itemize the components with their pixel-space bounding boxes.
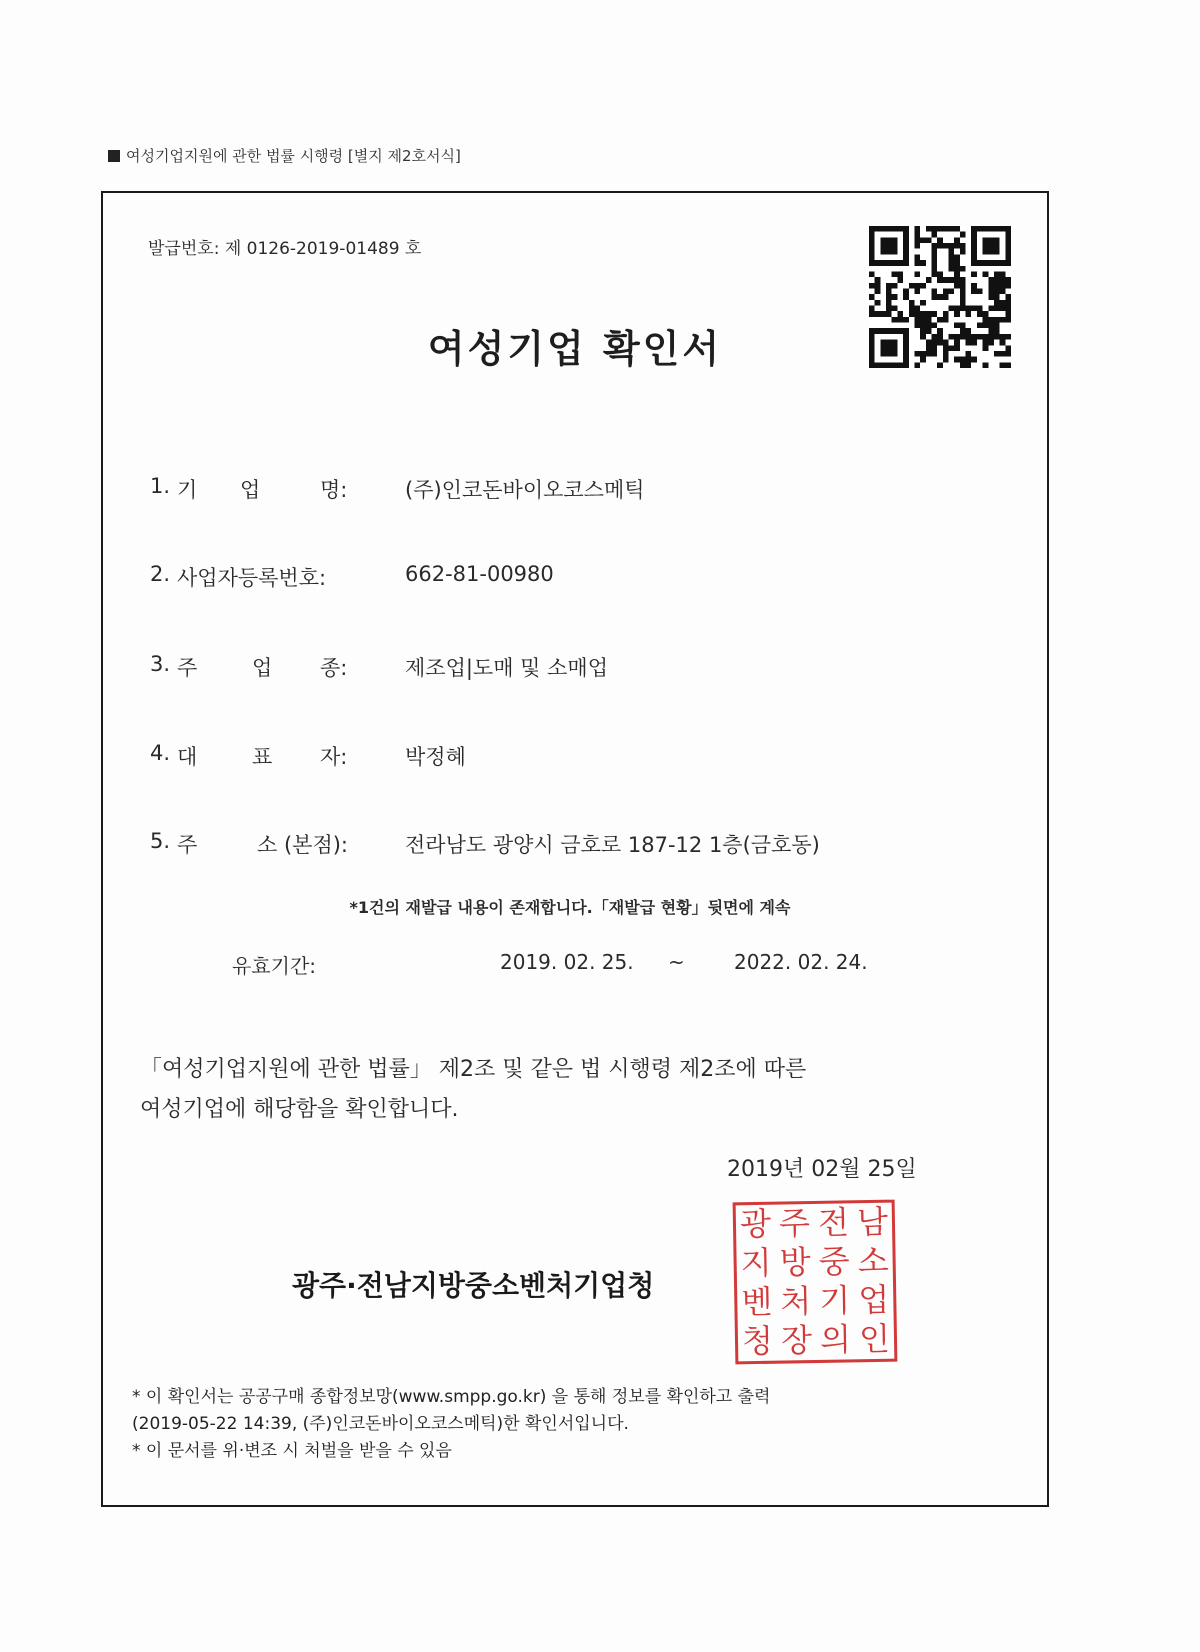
reissue-note: *1건의 재발급 내용이 존재합니다.「재발급 현황」뒷면에 계속 bbox=[349, 898, 791, 917]
footnote-line: (2019-05-22 14:39, (주)인코돈바이오코스메틱)한 확인서입니다. bbox=[132, 1414, 629, 1434]
seal-character: 기 bbox=[819, 1281, 851, 1320]
field-number: 5. bbox=[150, 829, 171, 853]
seal-character: 중 bbox=[818, 1242, 850, 1281]
footnote-line: * 이 확인서는 공공구매 종합정보망(www.smpp.go.kr) 을 통해 정보를 확인하고 출력 bbox=[132, 1387, 771, 1407]
seal-character: 인 bbox=[858, 1319, 891, 1359]
square-bullet-icon bbox=[108, 150, 120, 162]
field-label: 자: bbox=[320, 745, 348, 769]
seal-character: 처 bbox=[780, 1282, 812, 1321]
validity-to: 2022. 02. 24. bbox=[734, 950, 868, 974]
validity-separator: ~ bbox=[668, 950, 685, 974]
seal-character: 의 bbox=[819, 1320, 852, 1359]
field-number: 4. bbox=[150, 741, 171, 765]
seal-character: 청 bbox=[741, 1321, 774, 1361]
validity-label: 유효기간: bbox=[232, 954, 317, 978]
form-reference bbox=[108, 145, 461, 166]
validity-from: 2019. 02. 25. bbox=[500, 950, 634, 974]
field-label: 소 (본점): bbox=[257, 833, 348, 857]
document-title: 여성기업 확인서 bbox=[427, 327, 723, 371]
form-reference-text: 여성기업지원에 관한 법률 시행령 [별지 제2호서식] bbox=[126, 147, 461, 165]
seal-character: 전 bbox=[817, 1203, 850, 1242]
seal-character: 광 bbox=[739, 1204, 772, 1244]
statement-line: 여성기업에 해당함을 확인합니다. bbox=[140, 1097, 459, 1122]
issue-number: 발급번호: 제 0126-2019-01489 호 bbox=[148, 239, 422, 259]
field-value: 박정혜 bbox=[405, 745, 466, 769]
statement-line: 「여성기업지원에 관한 법률」 제2조 및 같은 법 시행령 제2조에 따른 bbox=[140, 1057, 807, 1082]
field-value: 제조업|도매 및 소매업 bbox=[405, 656, 608, 680]
field-value: (주)인코돈바이오코스메틱 bbox=[405, 478, 645, 502]
issuer-name: 광주·전남지방중소벤처기업청 bbox=[292, 1269, 655, 1302]
seal-character: 지 bbox=[740, 1243, 772, 1283]
field-label: 주 bbox=[177, 656, 198, 680]
field-label: 기 bbox=[177, 478, 198, 502]
validity-period bbox=[0, 950, 1150, 980]
seal-character: 장 bbox=[780, 1321, 813, 1360]
field-label: 업 bbox=[240, 478, 261, 502]
field-number: 2. bbox=[150, 562, 171, 586]
field-label: 주 bbox=[177, 833, 198, 857]
official-seal-stamp bbox=[733, 1200, 898, 1365]
field-label: 사업자등록번호: bbox=[177, 566, 327, 590]
field-value: 662-81-00980 bbox=[405, 562, 554, 586]
field-label: 종: bbox=[320, 656, 348, 680]
field-label: 명: bbox=[320, 478, 348, 502]
seal-character: 주 bbox=[778, 1204, 811, 1243]
field-label: 대 bbox=[177, 745, 198, 769]
field-value: 전라남도 광양시 금호로 187-12 1층(금호동) bbox=[405, 833, 820, 857]
field-label: 업 bbox=[252, 656, 273, 680]
seal-character: 벤 bbox=[741, 1282, 773, 1322]
seal-character: 업 bbox=[858, 1280, 890, 1320]
field-number: 3. bbox=[150, 652, 171, 676]
seal-character: 남 bbox=[856, 1202, 889, 1242]
field-label: 표 bbox=[252, 745, 273, 769]
footnote-line: * 이 문서를 위·변조 시 처벌을 받을 수 있음 bbox=[132, 1441, 452, 1461]
seal-character: 방 bbox=[779, 1243, 811, 1282]
issue-date: 2019년 02월 25일 bbox=[727, 1157, 917, 1182]
seal-character: 소 bbox=[857, 1241, 889, 1281]
field-number: 1. bbox=[150, 474, 171, 498]
